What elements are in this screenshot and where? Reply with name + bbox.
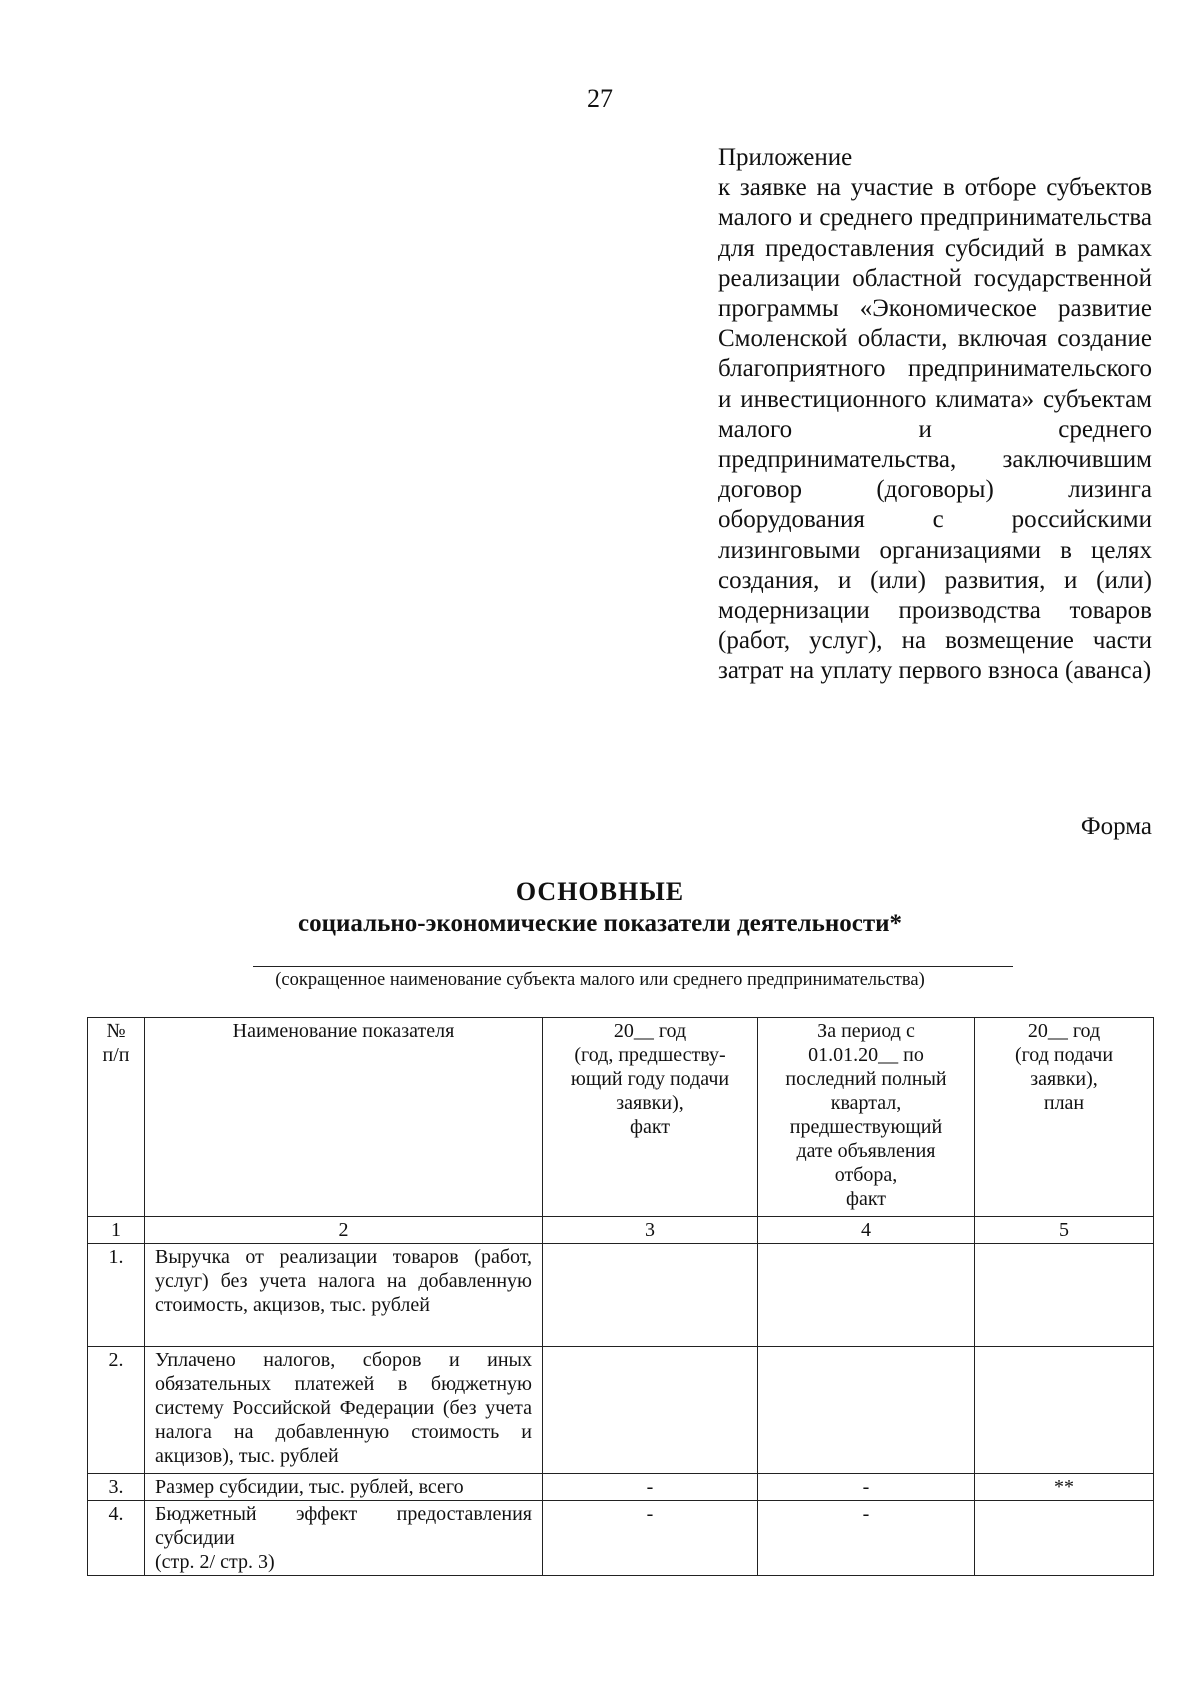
value-cell-plan-year[interactable] — [975, 1501, 1154, 1576]
column-number-row — [88, 1217, 1154, 1244]
table-row — [88, 1347, 1154, 1474]
row-number: 1. — [88, 1244, 145, 1347]
document-subtitle: социально-экономические показатели деятельности* — [297, 910, 903, 937]
row-number: 3. — [88, 1474, 145, 1501]
value-cell-period[interactable] — [758, 1244, 975, 1347]
appendix-title: Приложение — [718, 144, 853, 171]
column-number: 4 — [758, 1217, 975, 1244]
value-cell-plan-year: ** — [975, 1474, 1154, 1501]
form-label: Форма — [1080, 813, 1152, 840]
appendix-text: к заявке на участие в отборе субъектов малого и среднего предпринимательства для предоставления субсидий в рамках реализации областной государственной программы «Экономическое развитие Смоленской области, включая создание благоприятного предпринимательского и инвестиционного климата» субъектам малого и среднего предпринимательства, заключившим договор (договоры) лизинга оборудования с российскими лизинговыми организациями в целях создания, и (или) развития, и (или) модернизации производства товаров (работ, услуг), на возмещение части затрат на уплату первого взноса (аванса) — [718, 174, 1152, 685]
value-cell-prev-year: - — [543, 1501, 758, 1576]
column-number: 2 — [145, 1217, 543, 1244]
appendix-block — [718, 143, 1152, 687]
header-cell-plan-year: 20__ год (год подачи заявки), план — [975, 1018, 1154, 1217]
value-cell-prev-year[interactable] — [543, 1244, 758, 1347]
table-row — [88, 1501, 1154, 1576]
value-cell-period: - — [758, 1501, 975, 1576]
subject-name-line — [253, 966, 1013, 967]
indicator-name: Выручка от реализации товаров (работ, услуг) без учета налога на добавленную стоимость, акцизов, тыс. рублей — [145, 1244, 543, 1347]
column-number: 3 — [543, 1217, 758, 1244]
value-cell-prev-year: - — [543, 1474, 758, 1501]
table-row — [88, 1474, 1154, 1501]
value-cell-period: - — [758, 1474, 975, 1501]
header-cell-number: № п/п — [88, 1018, 145, 1217]
table-row — [88, 1244, 1154, 1347]
column-number: 5 — [975, 1217, 1154, 1244]
indicators-table — [87, 1017, 1154, 1576]
indicator-name: Уплачено налогов, сборов и иных обязательных платежей в бюджетную систему Российской Федерации (без учета налога на добавленную стоимость и акцизов), тыс. рублей — [145, 1347, 543, 1474]
row-number: 2. — [88, 1347, 145, 1474]
subject-name-caption: (сокращенное наименование субъекта малого или среднего предпринимательства) — [275, 970, 925, 990]
value-cell-period[interactable] — [758, 1347, 975, 1474]
row-number: 4. — [88, 1501, 145, 1576]
value-cell-prev-year[interactable] — [543, 1347, 758, 1474]
column-number: 1 — [88, 1217, 145, 1244]
indicator-name: Бюджетный эффект предоставления субсидии (стр. 2/ стр. 3) — [145, 1501, 543, 1576]
header-cell-prev-year: 20__ год (год, предшеству- ющий году подачи заявки), факт — [543, 1018, 758, 1217]
header-cell-name: Наименование показателя — [145, 1018, 543, 1217]
document-title: ОСНОВНЫЕ — [515, 877, 685, 906]
indicator-name: Размер субсидии, тыс. рублей, всего — [145, 1474, 543, 1501]
header-cell-period: За период с 01.01.20__ по последний полный квартал, предшествующий дате объявления отбора, факт — [758, 1018, 975, 1217]
value-cell-plan-year[interactable] — [975, 1244, 1154, 1347]
page-number: 27 — [587, 84, 613, 113]
value-cell-plan-year[interactable] — [975, 1347, 1154, 1474]
table-header-row — [88, 1018, 1154, 1217]
